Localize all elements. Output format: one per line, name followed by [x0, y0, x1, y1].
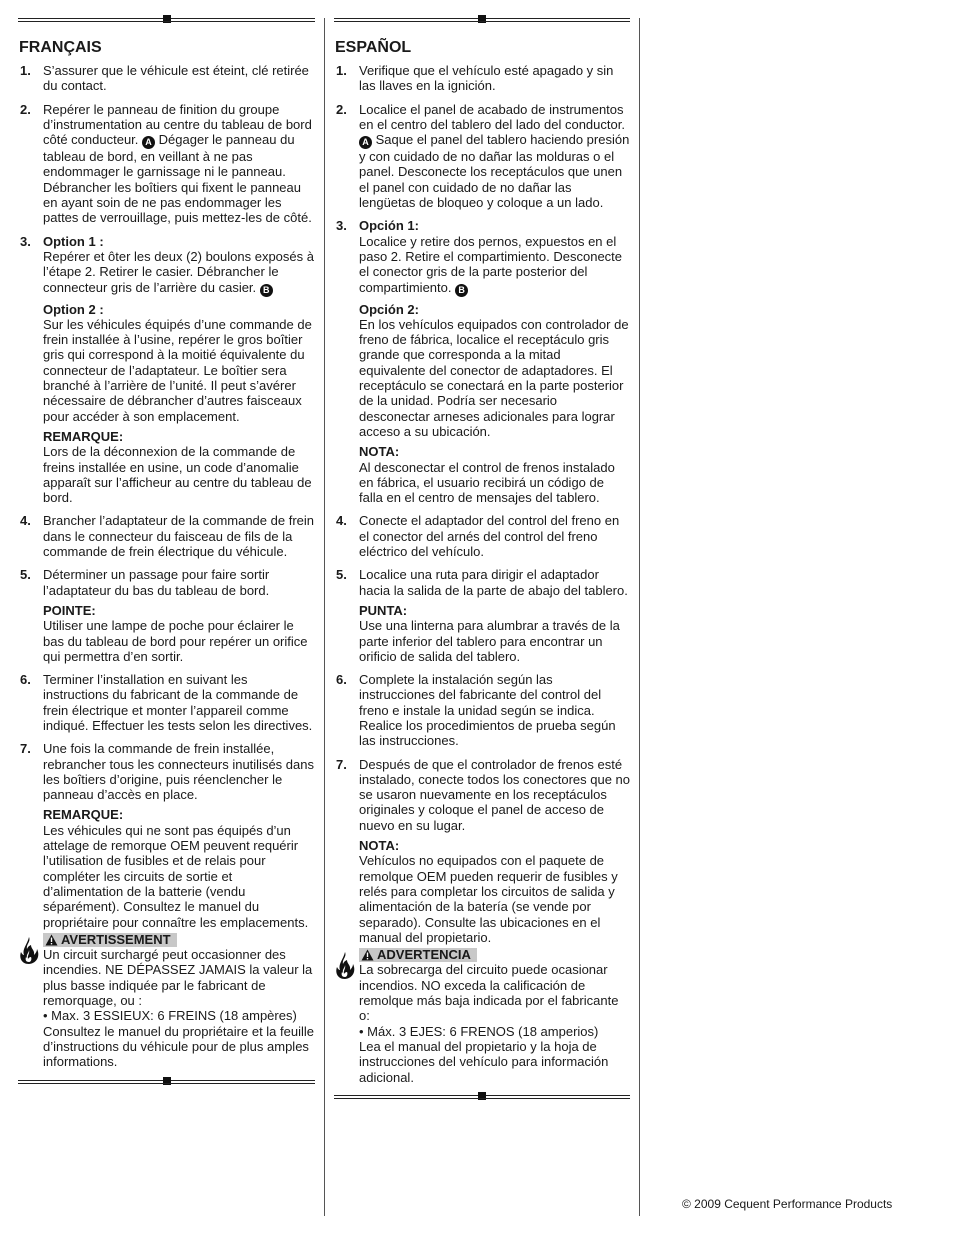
- warning-label: AVERTISSEMENT: [43, 933, 177, 947]
- note-label: NOTA:: [359, 838, 400, 854]
- warning-block: ADVERTENCIA La sobrecarga del circuito puede ocasionar incendios. NO exceda la calificación de remolque más baja indicada por el fabricante o: • Máx. 3 EJES: 6 FRENOS (18 amperios) Lea el manual del propietario y la hoja de instrucciones del vehículo para información adicional.: [334, 947, 630, 1085]
- step-5: 5. Déterminer un passage pour faire sortir l’adaptateur du bas du tableau de bord. POINTE: Utiliser une lampe de poche pour éclairer le bas du tableau de bord pour repérer un orifice qui permettra d’en sortir.: [18, 567, 315, 664]
- step-3: 3. Opción 1: Localice y retire dos pernos, expuestos en el paso 2. Retire el compartimiento. Desconecte el conector gris de la parte posterior del compartimiento. B Opción 2: En los vehículos equipados con controlador de freno de fábrica, localice el receptáculo gris grande que corresponda a la mitad equivalente del conector de adaptadores. El receptáculo se conectará en la parte posterior de la unidad. Podría ser necesario desconectar arneses adicionales para lograr acceso a su ubicación. NOTA: Al desconectar el control de frenos instalado en fábrica, el usuario recibirá un código de falla en el centro de mensajes del tablero.: [336, 218, 629, 506]
- step-4: 4. Conecte el adaptador del control del freno en el conector del arnés del control del freno eléctrico del vehículo.: [336, 513, 620, 560]
- section-title-spanish: ESPAÑOL: [335, 39, 412, 56]
- bottom-rule: [334, 1095, 630, 1100]
- bottom-rule: [18, 1080, 315, 1085]
- remark-label: REMARQUE:: [43, 807, 124, 823]
- step-7: 7. Une fois la commande de frein installée, rebrancher tous les connecteurs inutilisés dans les boîtiers d’origine, puis réenclencher le panneau d’accès en place. REMARQUE: Les véhicules qui ne sont pas équipés d’un attelage de remorque OEM peuvent requérir l’utilisation de fusibles et de relais pour compléter les circuits de sortie et d’alimentation de la batterie (vendu séparément). Consultez le manuel du propriétaire pour connaître les emplacements.: [20, 741, 314, 930]
- step-6: 6. Complete la instalación según las instrucciones del fabricante del control del freno e instale la unidad según se indica. Realice los procedimientos de prueba según las instrucciones.: [336, 672, 616, 749]
- step-2: 2. Localice el panel de acabado de instrumentos en el centro del tablero del lado del conductor. A Saque el panel del tablero haciendo presión y con cuidado de no dañar las molduras o el panel. Desconecte los receptáculos que unen el panel con cuidado de no dañar las lengüetas de bloqueo y coloque a un lado.: [336, 101, 630, 211]
- french-steps: [18, 63, 315, 930]
- tip-label: PUNTA:: [359, 602, 408, 618]
- callout-b-icon: B: [455, 284, 468, 297]
- warning-triangle-icon: [45, 934, 58, 946]
- top-rule: [334, 18, 630, 23]
- column-divider-left: [324, 18, 325, 1216]
- step-2: 2. Repérer le panneau de finition du groupe d’instrumentation au centre du tableau de bord côté conducteur. A Dégager le panneau du tableau de bord, en veillant à ne pas endommager le garnissage ni le panneau. Débrancher les boîtiers qui fixent le panneau en ayant soin de ne pas endommager les pattes de verrouillage, puis mettez-les de côté.: [20, 101, 312, 226]
- step-1: 1. Verifique que el vehículo esté apagado y sin las llaves en la ignición.: [336, 63, 614, 94]
- option-2-label: Opción 2:: [359, 301, 419, 317]
- option-2-label: Option 2 :: [43, 301, 104, 317]
- step-6: 6. Terminer l’installation en suivant les instructions du fabricant de la commande de frein électrique et monter l’appareil comme indiqué. Effectuer les tests selon les directives.: [20, 672, 313, 733]
- spanish-steps: [334, 63, 630, 945]
- option-1-label: Opción 1:: [359, 218, 419, 234]
- step-5: 5. Localice una ruta para dirigir el adaptador hacia la salida de la parte de abajo del tablero. PUNTA: Use una linterna para alumbrar a través de la parte inferior del tablero para encontrar un orificio de salida del tablero.: [334, 567, 630, 664]
- copyright-footer: © 2009 Cequent Performance Products: [682, 1197, 893, 1211]
- step-3: 3. Option 1 : Repérer et ôter les deux (2) boulons exposés à l’étape 2. Retirer le casier. Débrancher le connecteur gris de l’arrière du casier. B Option 2 : Sur les véhicules équipés d’une commande de frein installée à l’usine, repérer le gros boîtier gris qui correspond à la moitié équivalente du connecteur de l’adaptateur. Le boîtier sera branché à l’arrière de l’unité. Il peut s’avérer nécessaire de débrancher d’autres faisceaux pour accéder à son emplacement. REMARQUE: Lors de la déconnexion de la commande de freins installée en usine, un code d’anomalie apparaît sur l’afficheur au centre du tableau de bord.: [20, 233, 314, 506]
- tip-label: POINTE:: [43, 602, 96, 618]
- remark-label: REMARQUE:: [43, 428, 124, 444]
- warning-block: AVERTISSEMENT Un circuit surchargé peut occasionner des incendies. NE DÉPASSEZ JAMAIS la valeur la plus basse indiquée par le fabricant de remorquage, ou : • Max. 3 ESSIEUX: 6 FREINS (18 ampères) Consultez le manuel du propriétaire et la feuille d’instructions du véhicule pour de plus amples informations.: [18, 932, 315, 1070]
- fire-icon: [18, 936, 40, 966]
- fire-icon: [334, 951, 356, 981]
- french-column: [18, 18, 315, 1085]
- warning-label: ADVERTENCIA: [359, 948, 477, 962]
- step-1: 1. S’assurer que le véhicule est éteint, clé retirée du contact.: [20, 63, 309, 94]
- callout-a-icon: A: [359, 136, 372, 149]
- warning-triangle-icon: [361, 949, 374, 961]
- callout-b-icon: B: [260, 284, 273, 297]
- column-divider-right: [639, 18, 640, 1216]
- callout-a-icon: A: [142, 136, 155, 149]
- step-7: 7. Después de que el controlador de frenos esté instalado, conecte todos los conectores que no se usaron nuevamente en los receptáculos originales y coloque el panel de acceso de nuevo en su lugar. NOTA: Vehículos no equipados con el paquete de remolque OEM pueden requerir de fusibles y relés para completar los circuitos de salida y alimentación de la batería (se vende por separado). Consulte las ubicaciones en el manual del propietario.: [336, 756, 631, 945]
- spanish-column: [334, 18, 630, 1100]
- step-4: 4. Brancher l’adaptateur de la commande de frein dans le connecteur du faisceau de fils de la commande de frein électrique du véhicule.: [20, 513, 314, 560]
- note-label: NOTA:: [359, 444, 400, 460]
- option-1-label: Option 1 :: [43, 233, 104, 249]
- top-rule: [18, 18, 315, 23]
- section-title-french: FRANÇAIS: [19, 39, 102, 56]
